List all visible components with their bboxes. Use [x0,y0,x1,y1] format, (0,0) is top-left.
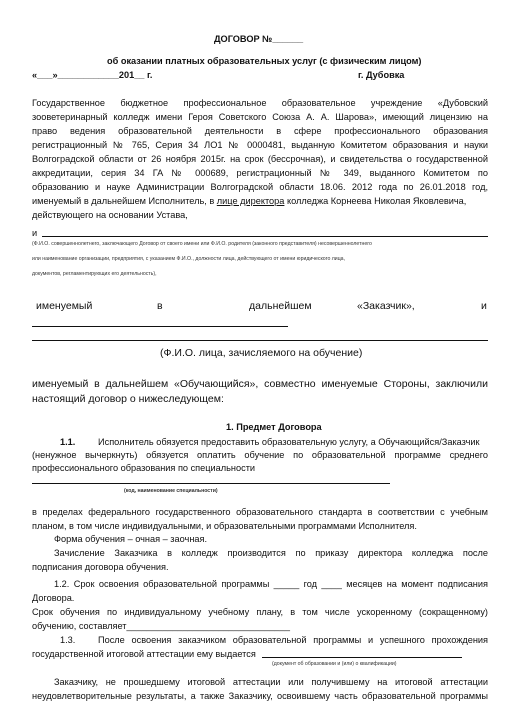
customer-word-4: «Заказчик», [357,300,415,312]
text-line: После освоения заказчиком образовательной программы и успешного прохождения [98,635,488,645]
student-name-field[interactable] [32,340,488,341]
text-line: подписания договора обучения. [32,562,169,572]
note-line: документов, регламентирующих его деятельность), [32,271,157,277]
text-line: планом, в том числе индивидуальными, и образовательными программами Исполнителя. [32,521,417,531]
text-line: в пределах федерального государственного образовательного стандарта в соответствии с учебным [32,507,488,517]
note-line: или наименование организации, предприятия, с указанием Ф.И.О., должности лица, действующего от имени юридического лица, [32,256,346,262]
text-line: регистрационный № 765, Серия 34 ЛО1 № 0000481, выданную Комитетом образования и науки [32,140,488,150]
text-line: Государственное бюджетное профессиональное образовательное учреждение «Дубовский [32,98,488,108]
contract-date: «___»____________201__ г. [32,70,153,80]
note-line: (Ф.И.О. совершеннолетнего, заключающего Договор от своего имени или Ф.И.О. родителя (законного представителя) несовершеннолетнего [32,241,372,247]
document-title: ДОГОВОР №______ [214,34,304,44]
text-line: Срок обучения по индивидуальному учебному плану, в том числе ускоренному (сокращенному) [32,607,488,617]
text-line: аккредитации, серия 34 ГА № 000689, регистрационный № 349, выданного Комитетом по [32,168,488,178]
text-line: 1.2. Срок освоения образовательной программы _____ год ____ месяцев на момент подписания [54,579,488,589]
director-link: лице директора [216,196,285,206]
text-line: (ненужное вычеркнуть) обязуется оплатить обучение по образовательной программе среднего [32,450,488,460]
text-line: право ведения образовательной деятельности в сфере профессионального образования [32,126,488,136]
text-line: государственной итоговой аттестации ему выдается [32,649,256,659]
text-line: именуемый в дальнейшем Исполнитель, в лице директора колледжа Корнеева Николая Яковлевича, [32,196,467,206]
student-note: (Ф.И.О. лица, зачисляемого на обучение) [160,347,363,359]
text-line: образованию и науке Администрации Волгоградской области 18.06. 2012 года по 26.01.2018 год, [32,182,488,192]
doc-note: (документ об образовании и (или) о квалификации) [272,661,397,667]
text-line: Волгоградской области от 26 ноября 2015г. на срок (бессрочная), и свидетельства о государственной [32,154,488,164]
study-form: Форма обучения – очная – заочная. [54,534,208,544]
text-line: действующего на основании Устава, [32,210,188,220]
text-line: настоящий договор о нижеследующем: [32,393,224,405]
document-field[interactable] [262,657,462,658]
text-line: неудовлетворительные результаты, а также Заказчику, освоившему часть образовательной программы [32,691,488,701]
text-line: профессионального образования по специальности [32,463,256,473]
text-line: Заказчику, не прошедшему итоговой аттестации или получившему на итоговой аттестации [54,677,488,687]
customer-word-5: и [481,300,487,312]
text-line: Исполнитель обязуется предоставить образовательную услугу, а Обучающийся/Заказчик [98,437,480,447]
contract-city: г. Дубовка [358,70,405,80]
text-line: Договора. [32,593,75,603]
text-line: зооветеринарный колледж имени Героя Советского Союза А. А. Шарова», имеющий лицензию на [32,112,488,122]
section-1-title: 1. Предмет Договора [226,422,322,432]
and-label: и [32,228,38,238]
item-number: 1.1. [60,437,76,447]
text-line: обучению, составляет________________________________ [32,621,291,631]
text-line: именуемый в дальнейшем «Обучающийся», совместно именуемые Стороны, заключили [32,378,488,390]
specialty-field[interactable] [32,483,390,484]
customer-field[interactable] [32,326,288,327]
code-note: (код, наименование специальности) [124,488,218,494]
customer-word-2: в [157,300,163,312]
document-subtitle: об оказании платных образовательных услуг (с физическим лицом) [107,56,422,66]
item-number: 1.3. [60,635,76,645]
customer-word-3: дальнейшем [249,300,312,312]
text-line: Зачисление Заказчика в колледж производится по приказу директора колледжа после [54,548,488,558]
customer-word-1: именуемый [36,300,93,312]
customer-name-field[interactable] [42,236,488,237]
